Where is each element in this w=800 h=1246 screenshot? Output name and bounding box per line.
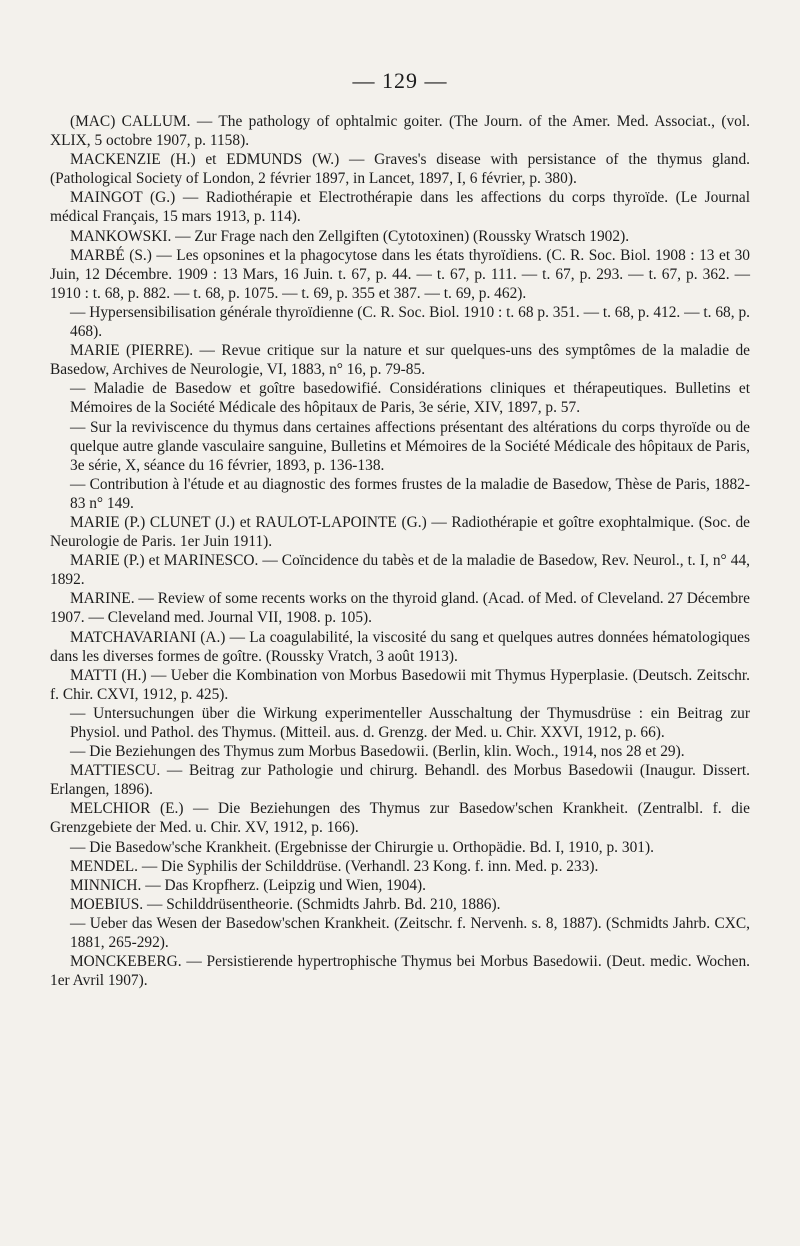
- bibliography-entry: MARIE (P.) CLUNET (J.) et RAULOT-LAPOINTE (G.) — Radiothérapie et goître exophtalmique. (Soc. de Neurologie de Paris. 1er Juin 1911).: [50, 513, 750, 551]
- bibliography-entry-continued: — Hypersensibilisation générale thyroïdienne (C. R. Soc. Biol. 1910 : t. 68 p. 351. — t. 68, p. 412. — t. 68, p. 468).: [70, 303, 750, 341]
- bibliography-entry-continued: — Die Basedow'sche Krankheit. (Ergebnisse der Chirurgie u. Orthopädie. Bd. I, 1910, p. 301).: [70, 838, 654, 856]
- bibliography-entry: MARIE (PIERRE). — Revue critique sur la nature et sur quelques-uns des symptômes de la maladie de Basedow, Archives de Neurologie, VI, 1883, n° 16, p. 79-85.: [50, 342, 750, 379]
- bibliography-entry: MARBÉ (S.) — Les opsonines et la phagocytose dans les états thyroïdiens. (C. R. Soc. Biol. 1908 : 13 et 30 Juin, 12 Décembre. 1909 : 13 Mars, 16 Juin. t. 67, p. 44. — t. 67, p. 111. — t. 67, p. 293. — t. 67, p. 362. — 1910 : t. 68, p. 882. — t. 68, p. 1075. — t. 69, p. 355 et 387. — t. 69, p. 462).: [50, 246, 750, 302]
- page-number: — 129 —: [352, 68, 448, 93]
- bibliography-entry: MOEBIUS. — Schilddrüsentheorie. (Schmidts Jahrb. Bd. 210, 1886).: [70, 895, 501, 913]
- bibliography-entry-continued: — Die Beziehungen des Thymus zum Morbus Basedowii. (Berlin, klin. Woch., 1914, nos 28 et 29).: [70, 743, 685, 761]
- bibliography-entry: MATTI (H.) — Ueber die Kombination von Morbus Basedowii mit Thymus Hyperplasie. (Deutsch. Zeitschr. f. Chir. CXVI, 1912, p. 425).: [50, 666, 750, 703]
- bibliography-entry: MELCHIOR (E.) — Die Beziehungen des Thymus zur Basedow'schen Krankheit. (Zentralbl. f. die Grenzgebiete der Med. u. Chir. XV, 1912, p. 166).: [50, 800, 750, 837]
- bibliography-entry-continued: — Sur la reviviscence du thymus dans certaines affections présentant des altérations du corps thyroïde ou de quelque autre glande vasculaire sanguine, Bulletins et Mémoires de la Société Médicale des hôpitaux de Paris, 3e série, X, séance du 16 février, 1893, p. 136-138.: [70, 418, 750, 474]
- bibliography-entry-continued: — Ueber das Wesen der Basedow'schen Krankheit. (Zeitschr. f. Nervenh. s. 8, 1887). (Schmidts Jahrb. CXC, 1881, 265-292).: [70, 914, 750, 952]
- bibliography-entry: MARINE. — Review of some recents works on the thyroid gland. (Acad. of Med. of Cleveland. 27 Décembre 1907. — Cleveland med. Journal VII, 1908. p. 105).: [50, 590, 750, 627]
- bibliography-entry-continued: — Contribution à l'étude et au diagnostic des formes frustes de la maladie de Basedow, Thèse de Paris, 1882-83 n° 149.: [70, 475, 750, 512]
- bibliography-entry: MONCKEBERG. — Persistierende hypertrophische Thymus bei Morbus Basedowii. (Deut. medic. Wochen. 1er Avril 1907).: [50, 953, 750, 990]
- bibliography-entry: MACKENZIE (H.) et EDMUNDS (W.) — Graves's disease with persistance of the thymus gland. (Pathological Society of London, 2 février 1897, in Lancet, 1897, I, 6 février, p. 380).: [50, 151, 750, 188]
- bibliography-entry: MATCHAVARIANI (A.) — La coagulabilité, la viscosité du sang et quelques autres données hématologiques dans les diverses formes de goître. (Roussky Vratch, 3 août 1913).: [50, 628, 750, 665]
- bibliography-entry: MANKOWSKI. — Zur Frage nach den Zellgiften (Cytotoxinen) (Roussky Wratsch 1902).: [70, 227, 630, 245]
- bibliography-entry-continued: — Untersuchungen über die Wirkung experimenteller Ausschaltung der Thymusdrüse : ein Beitrag zur Physiol. und Pathol. des Thymus. (Mitteil. aus. d. Grenzg. der Med. u. Chir. XXVI, 1912, p. 66).: [70, 704, 750, 741]
- bibliography-entry: MARIE (P.) et MARINESCO. — Coïncidence du tabès et de la maladie de Basedow, Rev. Neurol., t. I, n° 44, 1892.: [50, 552, 750, 589]
- bibliography-entry-continued: — Maladie de Basedow et goître basedowifié. Considérations cliniques et thérapeutiques. Bulletins et Mémoires de la Société Médicale des hôpitaux de Paris, 3e série, XIV, 1897, p. 57.: [70, 380, 750, 417]
- bibliography-entry: MATTIESCU. — Beitrag zur Pathologie und chirurg. Behandl. des Morbus Basedowii (Inaugur. Dissert. Erlangen, 1896).: [50, 762, 750, 799]
- bibliography-entry: MINNICH. — Das Kropfherz. (Leipzig und Wien, 1904).: [70, 876, 426, 894]
- bibliography-entry: MAINGOT (G.) — Radiothérapie et Electrothérapie dans les affections du corps thyroïde. (Le Journal médical Français, 15 mars 1913, p. 114).: [50, 189, 750, 226]
- bibliography-entry: (MAC) CALLUM. — The pathology of ophtalmic goiter. (The Journ. of the Amer. Med. Associat., (vol. XLIX, 5 octobre 1907, p. 1158).: [50, 113, 750, 150]
- bibliography-entry: MENDEL. — Die Syphilis der Schilddrüse. (Verhandl. 23 Kong. f. inn. Med. p. 233).: [70, 857, 599, 875]
